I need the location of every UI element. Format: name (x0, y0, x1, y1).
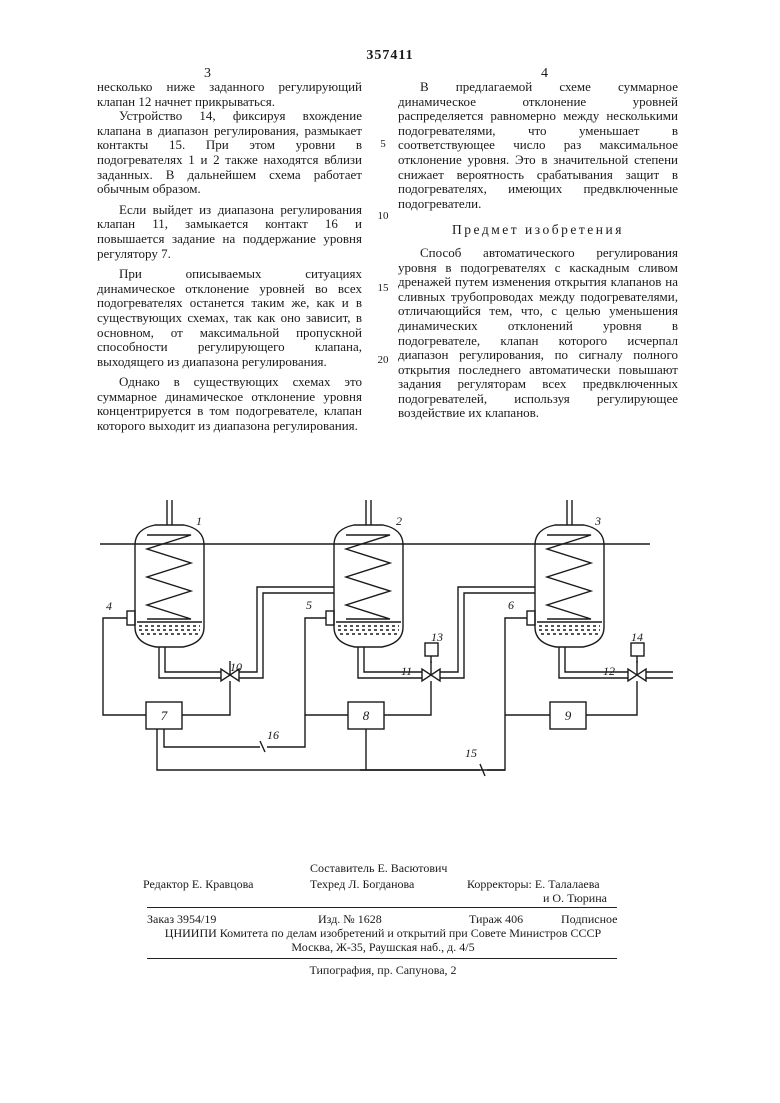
left-paragraph-4: При описываемых ситуациях динамическое отклонение уровней во всех подогревателях останется таким же, как и в существующих схемах, так как оно зависит, в основном, от максимальной пропускной способности регулирующего клапана, выходящего из диапазона регулирования. (97, 266, 362, 369)
heater-1 (135, 500, 204, 647)
label-heater-2: 2 (396, 514, 402, 528)
footer-subscription: Подписное (561, 912, 618, 926)
left-paragraph-3: Если выйдет из диапазона регулирования клапан 11, замыкается контакт 16 и повышается задание на поддержание уровня регулятору 7. (97, 201, 362, 261)
left-column (97, 80, 362, 434)
patent-number: 357411 (366, 48, 414, 63)
line-number-10: 10 (377, 210, 389, 222)
label-regulator-7: 7 (160, 708, 168, 723)
label-sensor-4: 4 (106, 599, 112, 613)
footer-org: ЦНИИПИ Комитета по делам изобретений и открытий при Совете Министров СССР (164, 926, 602, 940)
label-heater-3: 3 (595, 514, 601, 528)
label-device-14: 14 (631, 630, 643, 644)
footer-order: Заказ 3954/19 (147, 912, 217, 926)
footer-compiler: Составитель Е. Васютович (310, 861, 448, 875)
heater-3 (535, 500, 604, 647)
label-sensor-6: 6 (508, 598, 514, 612)
heater-cascade-diagram (95, 495, 680, 795)
label-sensor-5: 5 (306, 598, 312, 612)
claim-text: Способ автоматического регулирования уровня в подогревателях с каскадным сливом дренажей путем изменения открытия клапанов на сливных трубопроводах между подогревателями, отличающийся тем, что, с целью уменьшения динамических отклонений уровня в подогревателе, клапан которого исчерпал диапазон регулирования, по сигналу полного открытия последнего автоматически повышают задания регуляторам всех предвключенных подогревателей, используя регулирующее воздействие их клапанов. (398, 244, 678, 421)
label-regulator-8: 8 (362, 708, 370, 723)
right-column (398, 80, 678, 421)
label-device-13: 13 (431, 630, 443, 644)
label-heater-1: 1 (196, 514, 202, 528)
left-page-number: 3 (204, 66, 211, 81)
label-valve-10: 10 (230, 660, 242, 674)
footer-correctors-2: и О. Тюрина (543, 891, 607, 905)
footer-printer: Типография, пр. Сапунова, 2 (309, 963, 457, 977)
footer-address: Москва, Ж-35, Раушская наб., д. 4/5 (291, 940, 475, 954)
label-contact-16: 16 (267, 728, 279, 742)
footer-correctors: Корректоры: Е. Талалаева (467, 877, 600, 891)
label-contact-15: 15 (465, 746, 477, 760)
position-device-13 (425, 643, 438, 656)
footer-techred: Техред Л. Богданова (310, 877, 415, 891)
label-regulator-9: 9 (564, 708, 572, 723)
level-sensor-6 (527, 611, 535, 625)
label-valve-12: 12 (603, 664, 615, 678)
footer-editor: Редактор Е. Кравцова (143, 877, 254, 891)
footer-divider-2 (147, 958, 617, 959)
position-device-14 (631, 643, 644, 656)
right-page-number: 4 (541, 66, 548, 81)
left-paragraph-1: несколько ниже заданного регулирующий клапан 12 начнет прикрываться. (97, 79, 362, 109)
footer-run: Тираж 406 (469, 912, 524, 926)
line-number-20: 20 (377, 354, 389, 366)
line-number-15: 15 (377, 282, 389, 294)
right-paragraph-1: В предлагаемой схеме суммарное динамическое отклонение уровней распределяется равномерно между несколькими подогревателями, что уменьшает в соответствующее число раз максимальное отклонение уровня. Это в значительной степени снижает вероятность срабатывания защит в подогревателях, имеющих предвключенные подогреватели. (398, 79, 678, 211)
heater-2 (334, 500, 403, 647)
footer-edition: Изд. № 1628 (318, 912, 382, 926)
label-valve-11: 11 (401, 664, 413, 678)
footer-divider-1 (147, 907, 617, 908)
left-paragraph-2: Устройство 14, фиксируя вхождение клапана в диапазон регулирования, размыкает контакты 15. При этом уровни в подогревателях 1 и 2 также находятся вблизи заданных. В дальнейшем схема работает обычным образом. (97, 108, 362, 197)
claims-heading: Предмет изобретения (452, 222, 624, 238)
line-number-5: 5 (380, 138, 386, 150)
level-sensor-4 (127, 611, 135, 625)
level-sensor-5 (326, 611, 334, 625)
left-paragraph-5: Однако в существующих схемах это суммарное динамическое отклонение уровня концентрируется в том подогревателе, клапан которого выходит из диапазона регулирования. (97, 374, 362, 434)
